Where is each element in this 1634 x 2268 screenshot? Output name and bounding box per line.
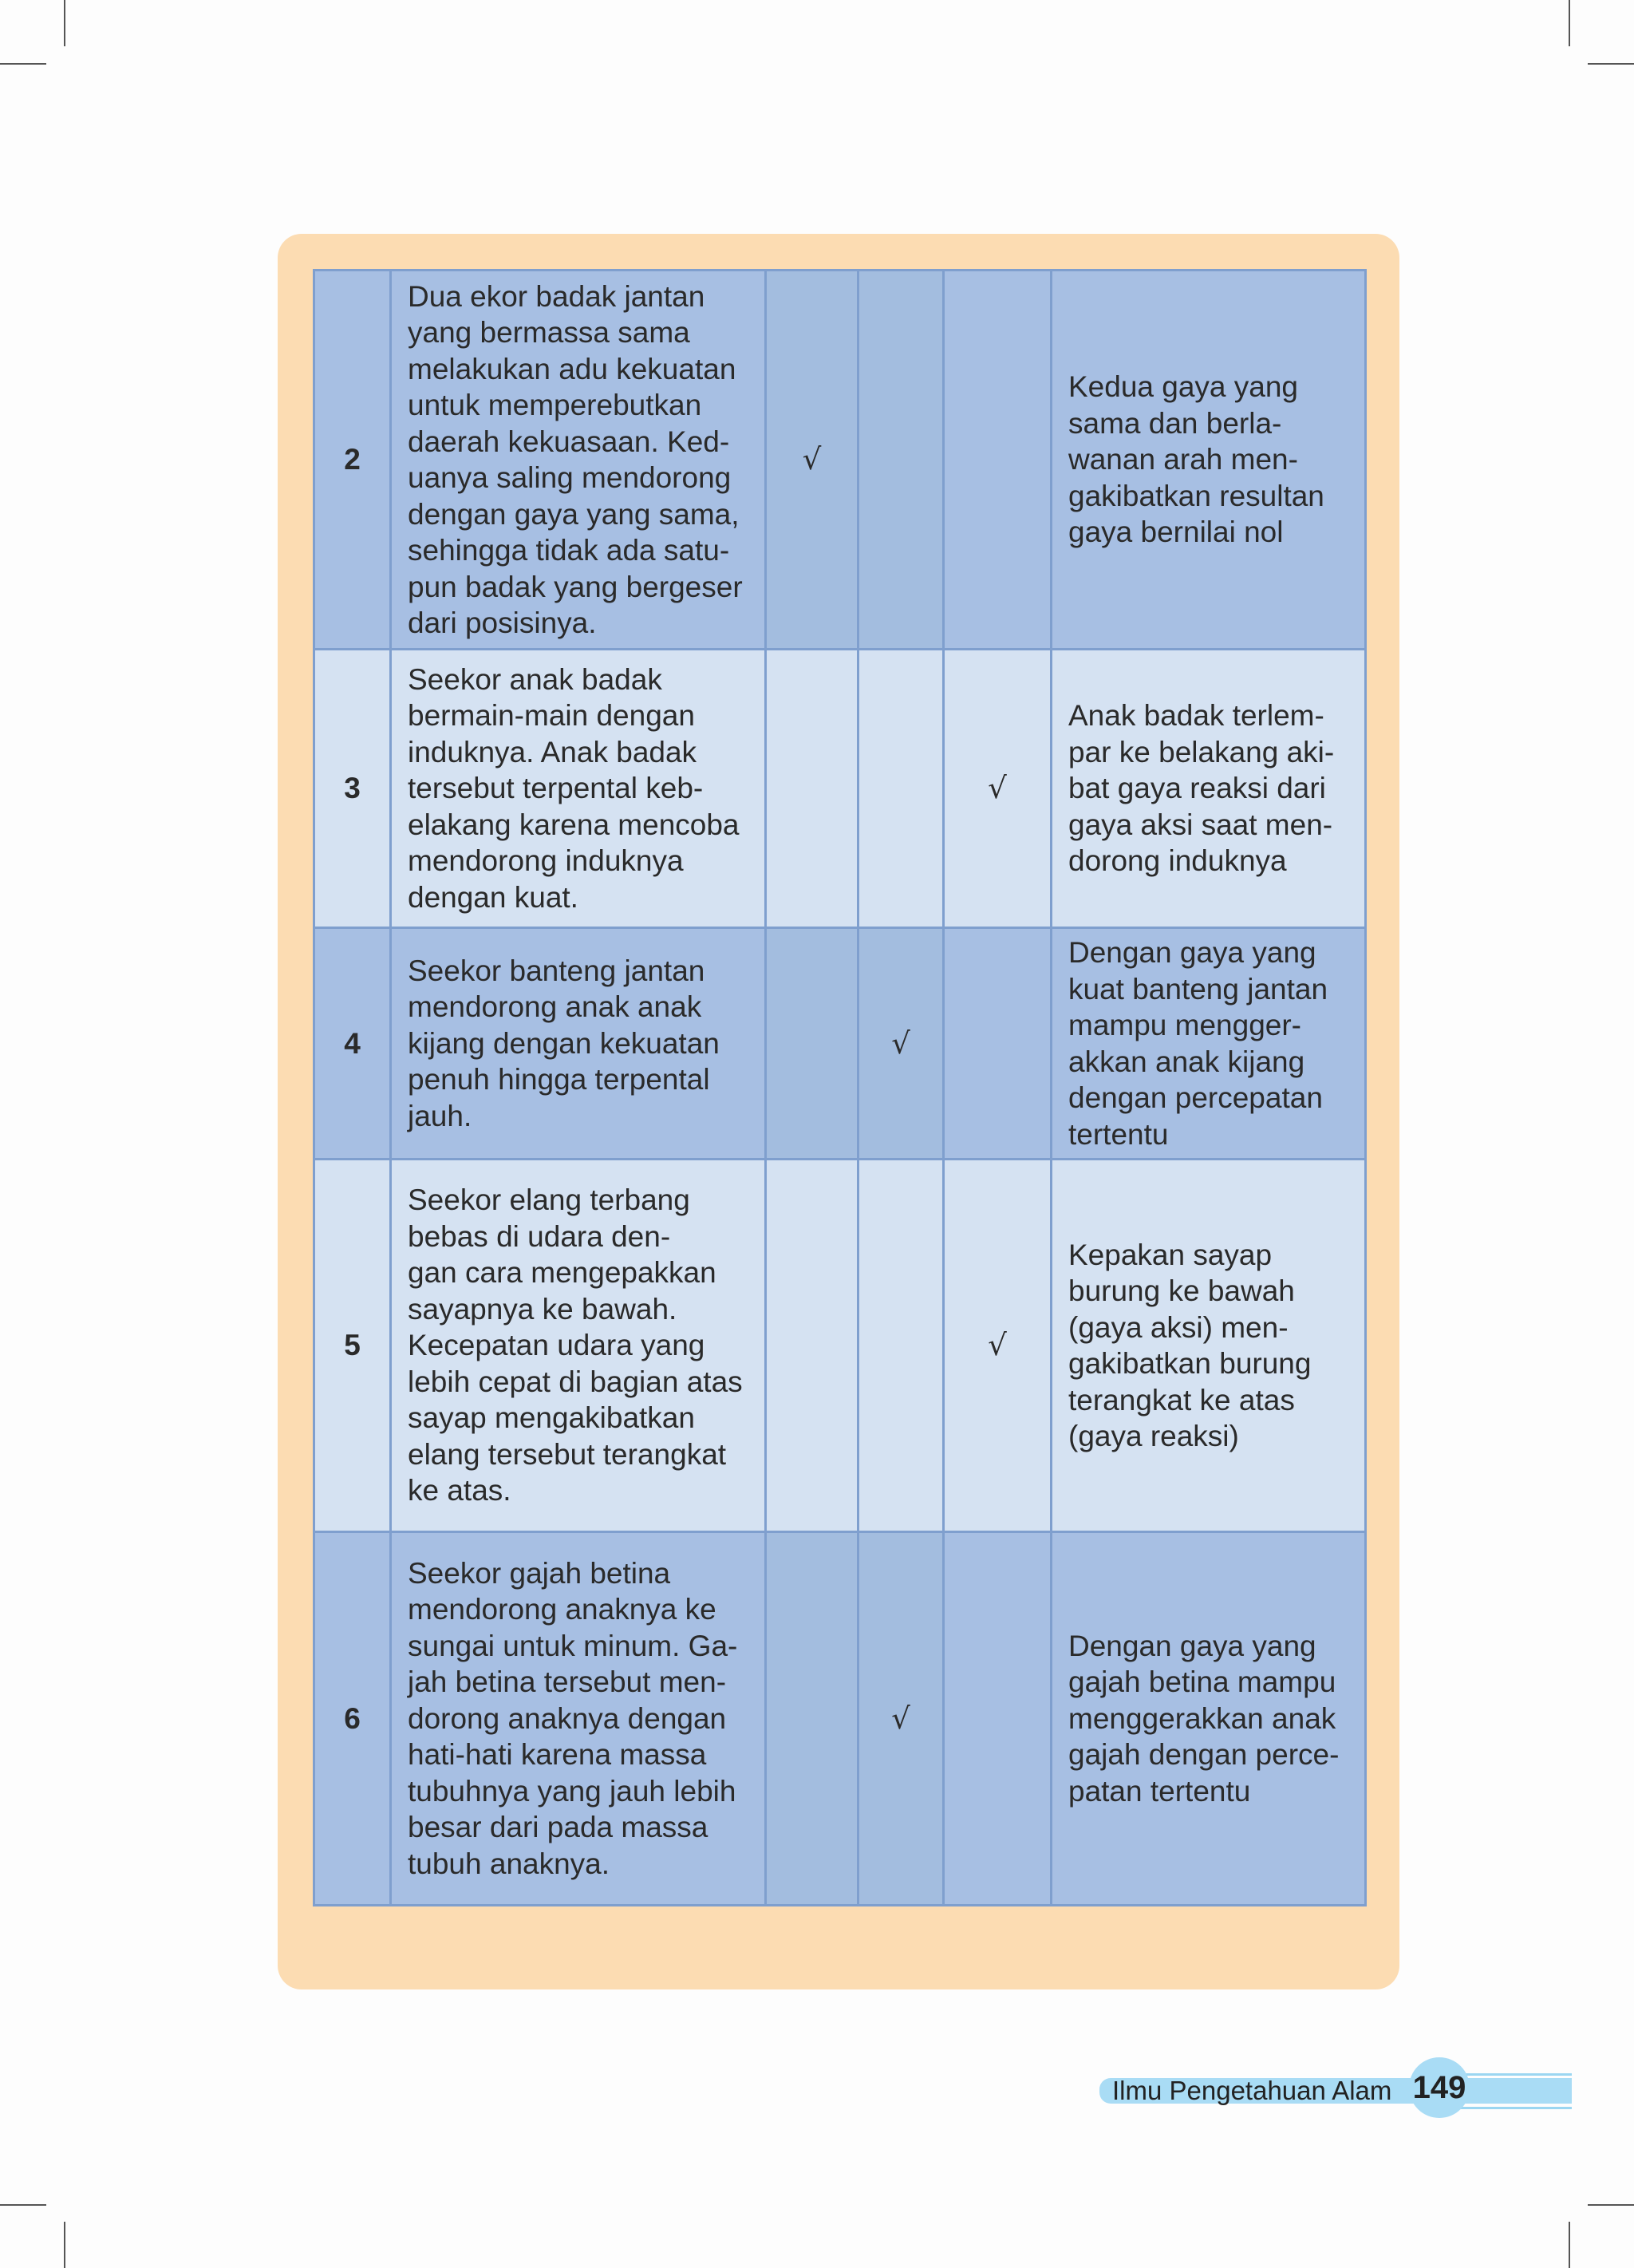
crop-mark xyxy=(1588,2204,1634,2206)
explanation-line: gakibatkan resultan xyxy=(1068,479,1324,512)
description-line: bermain-main dengan xyxy=(408,699,695,733)
checkmark-cell xyxy=(858,650,944,928)
explanation xyxy=(1052,1532,1366,1906)
description-line: tubuhnya yang jauh lebih xyxy=(408,1774,736,1808)
explanation-line: par ke belakang aki- xyxy=(1068,735,1335,769)
explanation-line: gajah dengan perce- xyxy=(1068,1738,1340,1772)
explanation-line: Anak badak terlem- xyxy=(1068,699,1324,733)
explanation-line: terangkat ke atas xyxy=(1068,1383,1295,1417)
explanation-line: gaya bernilai nol xyxy=(1068,516,1284,549)
explanation xyxy=(1052,271,1366,650)
row-number: 2 xyxy=(314,271,391,650)
row-number: 3 xyxy=(314,650,391,928)
description-line: hati-hati karena massa xyxy=(408,1738,707,1772)
event-description xyxy=(391,271,766,650)
table-body xyxy=(314,271,1366,1906)
description-line: elang tersebut terangkat xyxy=(408,1437,727,1471)
event-description xyxy=(391,1160,766,1532)
description-line: daerah kekuasaan. Ked- xyxy=(408,425,730,458)
description-line: Dua ekor badak jantan xyxy=(408,279,705,313)
description-line: Kecepatan udara yang xyxy=(408,1329,705,1362)
description-line: melakukan adu kekuatan xyxy=(408,352,736,385)
explanation-line: (gaya aksi) men- xyxy=(1068,1310,1289,1344)
description-line: Seekor elang terbang xyxy=(408,1183,690,1217)
description-line: lebih cepat di bagian atas xyxy=(408,1365,743,1398)
explanation-line: Dengan gaya yang xyxy=(1068,1629,1316,1662)
explanation xyxy=(1052,1160,1366,1532)
description-line: sayapnya ke bawah. xyxy=(408,1292,677,1326)
explanation-line: mampu mengger- xyxy=(1068,1009,1302,1041)
crop-mark xyxy=(64,0,65,46)
description-line: ke atas. xyxy=(408,1474,511,1507)
event-description xyxy=(391,650,766,928)
table-row xyxy=(314,271,1366,650)
description-line: dari posisinya. xyxy=(408,607,597,639)
table-row xyxy=(314,928,1366,1160)
description-line: Seekor anak badak xyxy=(408,662,662,696)
description-line: Seekor gajah betina xyxy=(408,1556,671,1590)
explanation-line: gakibatkan burung xyxy=(1068,1347,1312,1380)
description-line: kijang dengan kekuatan xyxy=(408,1026,720,1060)
row-number: 5 xyxy=(314,1160,391,1532)
explanation-line: Kedua gaya yang xyxy=(1068,370,1299,404)
description-line: sayap mengakibatkan xyxy=(408,1401,695,1435)
table-row xyxy=(314,650,1366,928)
explanation xyxy=(1052,650,1366,928)
checkmark-cell xyxy=(944,928,1052,1160)
explanation-line: sama dan berla- xyxy=(1068,406,1282,440)
checkmark-cell xyxy=(766,1160,858,1532)
explanation-line: (gaya reaksi) xyxy=(1068,1420,1239,1452)
explanation-line: gajah betina mampu xyxy=(1068,1665,1336,1699)
description-line: penuh hingga terpental xyxy=(408,1063,710,1096)
description-line: tersebut terpental keb- xyxy=(408,772,704,805)
explanation-line: kuat banteng jantan xyxy=(1068,972,1328,1006)
explanation-line: bat gaya reaksi dari xyxy=(1068,772,1326,805)
crop-mark xyxy=(1569,0,1570,46)
explanation-line: akkan anak kijang xyxy=(1068,1045,1305,1078)
explanation-line: wanan arah men- xyxy=(1068,443,1298,476)
description-line: dorong anaknya dengan xyxy=(408,1701,727,1735)
book-title: Ilmu Pengetahuan Alam xyxy=(1112,2076,1392,2105)
description-line: induknya. Anak badak xyxy=(408,735,697,769)
explanation-line: menggerakkan anak xyxy=(1068,1701,1336,1735)
checkmark-cell xyxy=(766,650,858,928)
explanation-line: gaya aksi saat men- xyxy=(1068,808,1333,841)
explanation-line: dorong induknya xyxy=(1068,844,1287,878)
event-description xyxy=(391,1532,766,1906)
description-line: dengan gaya yang sama, xyxy=(408,497,740,531)
description-line: mendorong induknya xyxy=(408,844,684,878)
explanation-line: patan tertentu xyxy=(1068,1774,1251,1808)
crop-mark xyxy=(0,63,46,65)
row-number: 4 xyxy=(314,928,391,1160)
crop-mark xyxy=(0,2204,46,2206)
description-line: jauh. xyxy=(408,1099,472,1132)
explanation-line: dengan percepatan xyxy=(1068,1081,1323,1114)
checkmark-cell xyxy=(766,1532,858,1906)
checkmark-cell xyxy=(944,1532,1052,1906)
explanation-line: Kepakan sayap xyxy=(1068,1238,1273,1271)
description-line: sungai untuk minum. Ga- xyxy=(408,1629,738,1662)
description-line: dengan kuat. xyxy=(408,880,578,914)
description-line: pun badak yang bergeser xyxy=(408,570,743,603)
description-line: Seekor banteng jantan xyxy=(408,954,705,987)
explanation xyxy=(1052,928,1366,1160)
crop-mark xyxy=(1569,2222,1570,2268)
explanation-line: tertentu xyxy=(1068,1117,1169,1151)
description-line: untuk memperebutkan xyxy=(408,389,702,421)
crop-mark xyxy=(1588,63,1634,65)
checkmark-cell xyxy=(944,271,1052,650)
crop-mark xyxy=(64,2222,65,2268)
checkmark-cell xyxy=(766,928,858,1160)
checkmark-cell: √ xyxy=(858,928,944,1160)
checkmark-cell: √ xyxy=(766,271,858,650)
checkmark-cell: √ xyxy=(944,1160,1052,1532)
explanation-line: burung ke bawah xyxy=(1068,1274,1295,1307)
page-number: 149 xyxy=(1409,2057,1470,2118)
description-line: yang bermassa sama xyxy=(408,316,690,349)
observation-table xyxy=(313,269,1367,1906)
table-row xyxy=(314,1532,1366,1906)
description-line: elakang karena mencoba xyxy=(408,808,740,841)
description-line: mendorong anaknya ke xyxy=(408,1593,716,1626)
description-line: besar dari pada massa xyxy=(408,1811,708,1844)
checkmark-cell xyxy=(858,271,944,650)
description-line: mendorong anak anak xyxy=(408,990,702,1024)
explanation-line: Dengan gaya yang xyxy=(1068,936,1316,969)
checkmark-cell: √ xyxy=(944,650,1052,928)
description-line: jah betina tersebut men- xyxy=(408,1665,727,1699)
description-line: bebas di udara den- xyxy=(408,1219,671,1253)
row-number: 6 xyxy=(314,1532,391,1906)
event-description xyxy=(391,928,766,1160)
description-line: uanya saling mendorong xyxy=(408,461,732,494)
checkmark-cell xyxy=(858,1160,944,1532)
table-row xyxy=(314,1160,1366,1532)
description-line: tubuh anaknya. xyxy=(408,1847,610,1880)
description-line: sehingga tidak ada satu- xyxy=(408,534,730,567)
checkmark-cell: √ xyxy=(858,1532,944,1906)
description-line: gan cara mengepakkan xyxy=(408,1256,716,1290)
